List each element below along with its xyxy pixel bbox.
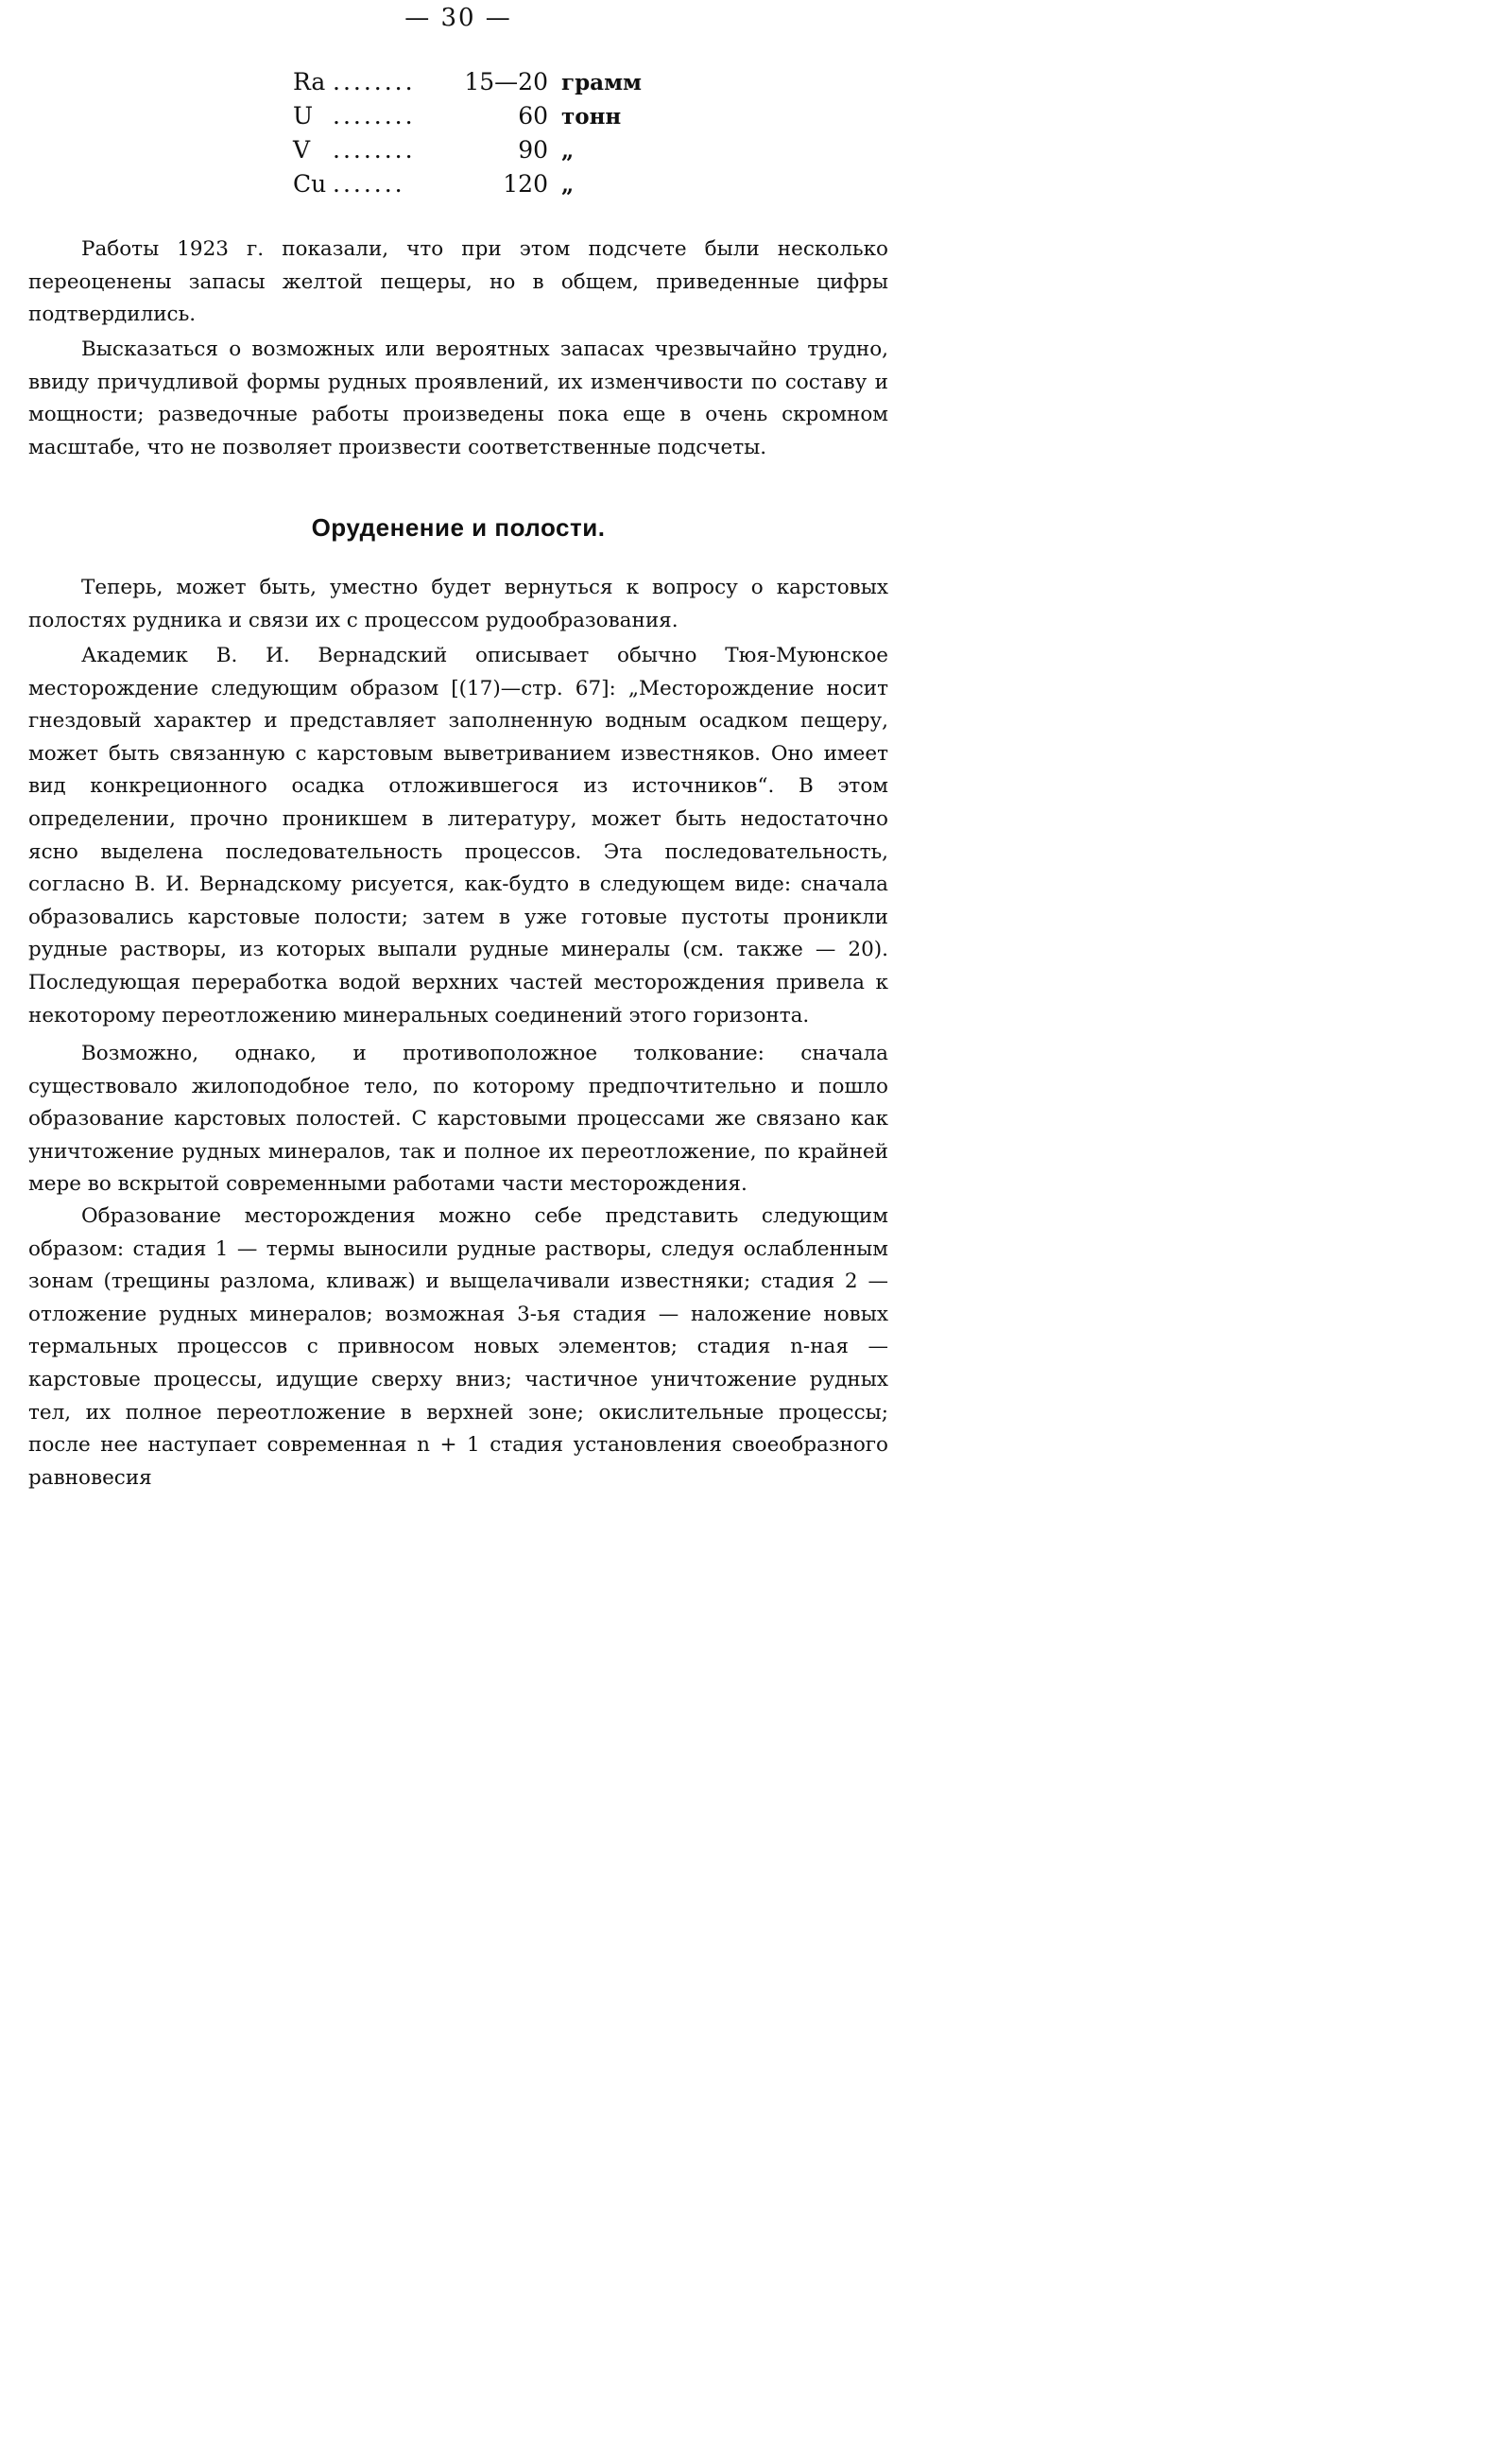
reserve-unit: „: [561, 138, 575, 164]
reserve-row-v: [293, 136, 690, 170]
paragraph-possible-reserves: Высказаться о возможных или вероятных запасах чрезвычайно трудно, ввиду причудливой формы рудных проявлений, их изменчивости по составу и мощности; разведочные работы произведены пока еще в очень скромном масштабе, что не позволяет произвести соответственные подсчеты.: [28, 337, 888, 459]
reserve-row-ra: [293, 68, 690, 102]
paragraph-opposite-interpretation: Возможно, однако, и противоположное толкование: сначала существовало жилоподобное тело, по которому предпочтительно и пошло образование карстовых полостей. С карстовыми процессами же связано как уничтожение рудных минералов, так и полное их переотложение, по крайней мере во вскрытой современными работами части месторождения.: [28, 1042, 888, 1197]
section-heading: Оруденение и полости.: [311, 513, 606, 542]
leader-dots: ........: [333, 68, 416, 95]
element-symbol: V: [293, 136, 311, 164]
paragraph-1923-works: Работы 1923 г. показали, что при этом подсчете были несколько переоценены запасы желтой пещеры, но в общем, приведенные цифры подтвердились.: [28, 237, 888, 327]
element-symbol: Ra: [293, 68, 326, 95]
reserve-row-cu: [293, 170, 690, 204]
page-number: — 30 —: [404, 4, 512, 32]
reserve-amount: 90: [518, 136, 548, 164]
leader-dots: ........: [333, 102, 416, 130]
reserve-amount: 60: [518, 102, 548, 130]
reserve-row-u: [293, 102, 690, 136]
leader-dots: ........: [333, 136, 416, 164]
paragraph-vernadsky: Академик В. И. Вернадский описывает обычно Тюя-Муюнское месторождение следующим образом [(17)—стр. 67]: „Месторождение носит гнездовый характер и представляет заполненную водным осадком пещеру, может быть связанную с карстовым выветриванием известняков. Оно имеет вид конкреционного осадка отложившегося из источников“. В этом определении, прочно проникшем в литературу, может быть недостаточно ясно выделена последовательность процессов. Эта последовательность, согласно В. И. Вернадскому рисуется, как-будто в следующем виде: сначала образовались карстовые полости; затем в уже готовые пустоты проникли рудные растворы, из которых выпали рудные минералы (см. также — 20). Последующая переработка водой верхних частей месторождения привела к некоторому переотложению минеральных соединений этого горизонта.: [28, 644, 888, 1028]
reserve-unit: тонн: [561, 104, 622, 130]
reserve-unit: „: [561, 172, 575, 198]
reserve-amount: 15—20: [464, 68, 548, 95]
leader-dots: .......: [333, 170, 405, 198]
element-symbol: Cu: [293, 170, 327, 198]
reserve-unit: грамм: [561, 70, 643, 95]
reserves-table: [293, 68, 690, 204]
paragraph-formation-stages: Образование месторождения можно себе представить следующим образом: стадия 1 — термы выносили рудные растворы, следуя ослабленным зонам (трещины разлома, кливаж) и выщелачивали известняки; стадия 2 — отложение рудных минералов; возможная 3-ья стадия — наложение новых термальных процессов с привносом новых элементов; стадия n-ная — карстовые процессы, идущие сверху вниз; частичное уничтожение рудных тел, их полное переотложение в верхней зоне; окислительные процессы; после нее наступает современная n + 1 стадия установления своеобразного равновесия: [28, 1204, 888, 1490]
reserve-amount: 120: [503, 170, 548, 198]
paragraph-karst-cavities: Теперь, может быть, уместно будет вернуться к вопросу о карстовых полостях рудника и связи их с процессом рудообразования.: [28, 576, 888, 632]
element-symbol: U: [293, 102, 314, 130]
